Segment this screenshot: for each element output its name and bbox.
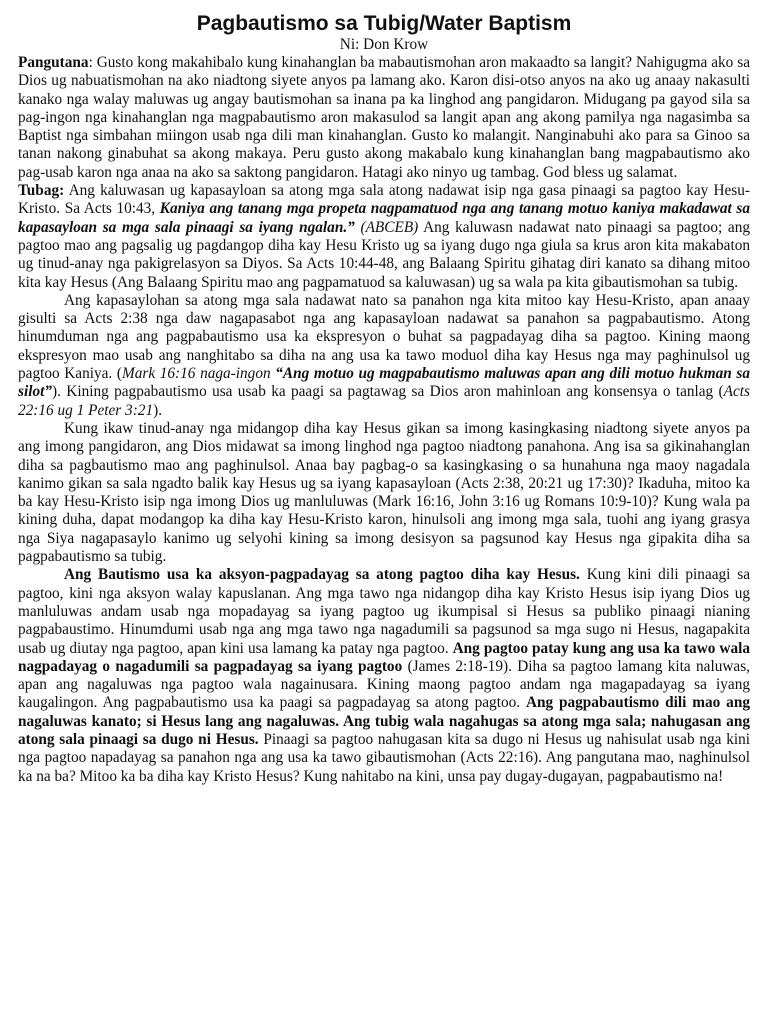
answer-paragraph-2 [18, 292, 750, 420]
question-text: : Gusto kong makahibalo kung kinahanglan ba mabautismohan aron makaadto sa langit? Nahigugma ako sa Dios ug nabuatismohan na ako niadtong siyete anyos pa lamang ako. Karon disi-otso anyos na ako ug anaay nakasulti kanako nga walay maluwas ug angay bautismohan sa inana pa ka linghod ang pangidaron. Midugang pa gayod sila sa pag-ingon nga kinahanglan nga magpabautismo aron makasulod sa langit apan ang akong pamilya nga nagasimba sa Baptist nga simbahan miingon usab nga dili man kinahanglan. Gusto ko malangit. Nanginabuhi ako para sa Ginoo sa tanan nakong ginabuhat sa akong makaya. Peru gusto akong makabalo kung kinahanglan bang magpabautismo ako pag-usab karon nga anaa na ako sa saktong pangidaron. Hatagi ako ninyo ug tambag. God bless ug salamat. [18, 54, 750, 181]
acts-quote-source: (ABCEB) [354, 218, 419, 236]
answer-p1-intro: Ang kaluwasan ug kapasayloan sa atong mga sala atong nadawat isip nga gasa pinaagi sa pagtoo kay Hesu-Kristo. Sa Acts 10:43, [18, 182, 750, 218]
dead-faith-statement: Ang pagtoo patay kung ang usa ka tawo wala nagpadayag o nagadumili sa pagpadayag sa iyang pagtoo [18, 639, 751, 675]
acts-peter-reference: Acts 22:16 ug 1 Peter 3:21 [18, 383, 750, 419]
answer-p2-end: ). [153, 401, 163, 419]
answer-p4-part-a: Kung kini dili pinaagi sa pagtoo, kini nga aksyon walay kapuslanan. Ang mga tawo nga nidangop diha kay Kristo Hesus isip iyang Dios ug manluluwas andam usab nga mopadayag sa iyang pagtoo ug ikumpisal si Hesus sa publiko pinaagi nianing pagpabaustimo. Hinumdumi usab nga ang mga tawo nga nagadumili sa pagsunod sa mga sugo ni Hesus, nagapakita usab ug diutay nga pagtoo, apan kini usa lamang ka patay nga pagtoo. [18, 566, 751, 657]
answer-p4-part-b: (James 2:18-19). Diha sa pagtoo lamang kita naluwas, apan ang nagaluwas nga pagtoo wala nagainusara. Kining maong pagtoo andam nga magapadayag sa iyang kaugalingon. Ang pagpabautismo usa ka paagi sa pagpadayag sa atong pagtoo. [18, 657, 750, 712]
answer-label: Tubag: [18, 182, 65, 200]
author-line: Ni: Don Krow [339, 36, 429, 53]
page-title: Pagbautismo sa Tubig/Water Baptism [196, 12, 572, 35]
question-paragraph [18, 54, 750, 182]
mark-quote: “Ang motuo ug magpabautismo maluwas apan ang dili motuo hukman sa silot” [18, 365, 751, 401]
answer-paragraph-4 [18, 566, 750, 786]
bautismo-heading: Ang Bautismo usa ka aksyon-pagpadayag sa atong pagtoo diha kay Hesus. [64, 566, 580, 584]
answer-paragraph-1 [18, 182, 750, 292]
mark-reference: Mark 16:16 naga-ingon [122, 365, 271, 383]
answer-paragraph-3: Kung ikaw tinud-anay nga midangop diha kay Hesus gikan sa imong kasingkasing niadtong siyete anyos pa ang imong pangidaron, ang Dios midawat sa imong linghod nga pagtoo niadtong panahona. Ang isa sa gikinahanglan diha sa pagbautismo mao ang paghinulsol. Anaa bay pagbag-o sa kasingkasing o sa hunahuna nga maoy nagadala kanimo gikan sa sala ngadto balik kay Hesus ug sa iyang kapasayloan (Acts 2:38, 20:21 ug 17:30)? Ikaduha, mitoo ka ba kay Hesu-Kristo isip nga imong Dios ug manluluwas (Mark 16:16, John 3:16 ug Romans 10:9-10)? Kung wala pa kining duha, dapat modangop ka diha kay Hesu-Kristo karon, hinulsoli ang imong mga sala, tuohi ang iyang grasya nga Siya nagapasaylo kanimo ug selyohi kining sa imong desisyon sa pagsunod kay Hesus nga gipakita diha sa pagpabautismo sa tubig. [18, 419, 750, 566]
question-label: Pangutana [18, 54, 89, 71]
answer-p2-middle: ). Kining pagpabautismo usa usab ka paagi sa pagtawag sa Dios aron mahinloan ang konsensya o tanlag ( [52, 383, 724, 401]
salvation-statement: Ang pagpabautismo dili mao ang nagaluwas kanato; si Hesus lang ang nagaluwas. Ang tubig wala nagahugas sa atong mga sala; nahugasan ang atong sala pinaagi sa dugo ni Hesus. [18, 694, 750, 748]
answer-p2-body: Ang kapasaylohan sa atong mga sala nadawat nato sa panahon nga kita mitoo kay Hesu-Kristo, apan anaay gisulti sa Acts 2:38 nga daw nagapasabot nga ang kapasayloan nadawat sa panahon sa pagpabautismo. Atong hinumduman nga ang pagpabautismo usa ka ekspresyon o buhat sa pagpadayag diha sa pagtoo. Kining maong ekspresyon mao usab ang nanghitabo sa diha na ang usa ka tawo moduol diha kay Hesus nga may paghinulsol ug pagtoo Kaniya. ( [18, 291, 750, 383]
answer-p4-part-c: Pinaagi sa pagtoo nahugasan kita sa dugo ni Hesus ug nahisulat usab nga kini nga pagtoo napadayag sa panahon nga ang usa ka tawo gibautismohan (Acts 22:16). Ang pangutana mao, naghinulsol ka na ba? Mitoo ka ba diha kay Kristo Hesus? Kung nahitabo na kini, unsa pay dugay-dugayan, pagpabautismo na! [18, 730, 750, 785]
answer-p1-body: Ang kaluwasn nadawat nato pinaagi sa pagtoo; ang pagtoo mao ang pagsalig ug pagdangop diha kay Hesu Kristo ug sa iyang dugo nga giula sa krus aron kita makabaton ug tinud-anay nga pakigrelasyon sa Diyos. Sa Acts 10:44-48, ang Balaang Spiritu gihatag diri kanato sa dihang mitoo kita kay Hesus (Ang Balaang Spiritu mao ang pagpamatuod sa kaluwasan) ug sa wala pa kita gibautismohan sa tubig. [18, 218, 750, 291]
acts-quote: Kaniya ang tanang mga propeta nagpamatuod nga ang tanang motuo kaniya makadawat sa kapasayloan sa mga sala pinaagi sa iyang ngalan.” [18, 200, 750, 236]
